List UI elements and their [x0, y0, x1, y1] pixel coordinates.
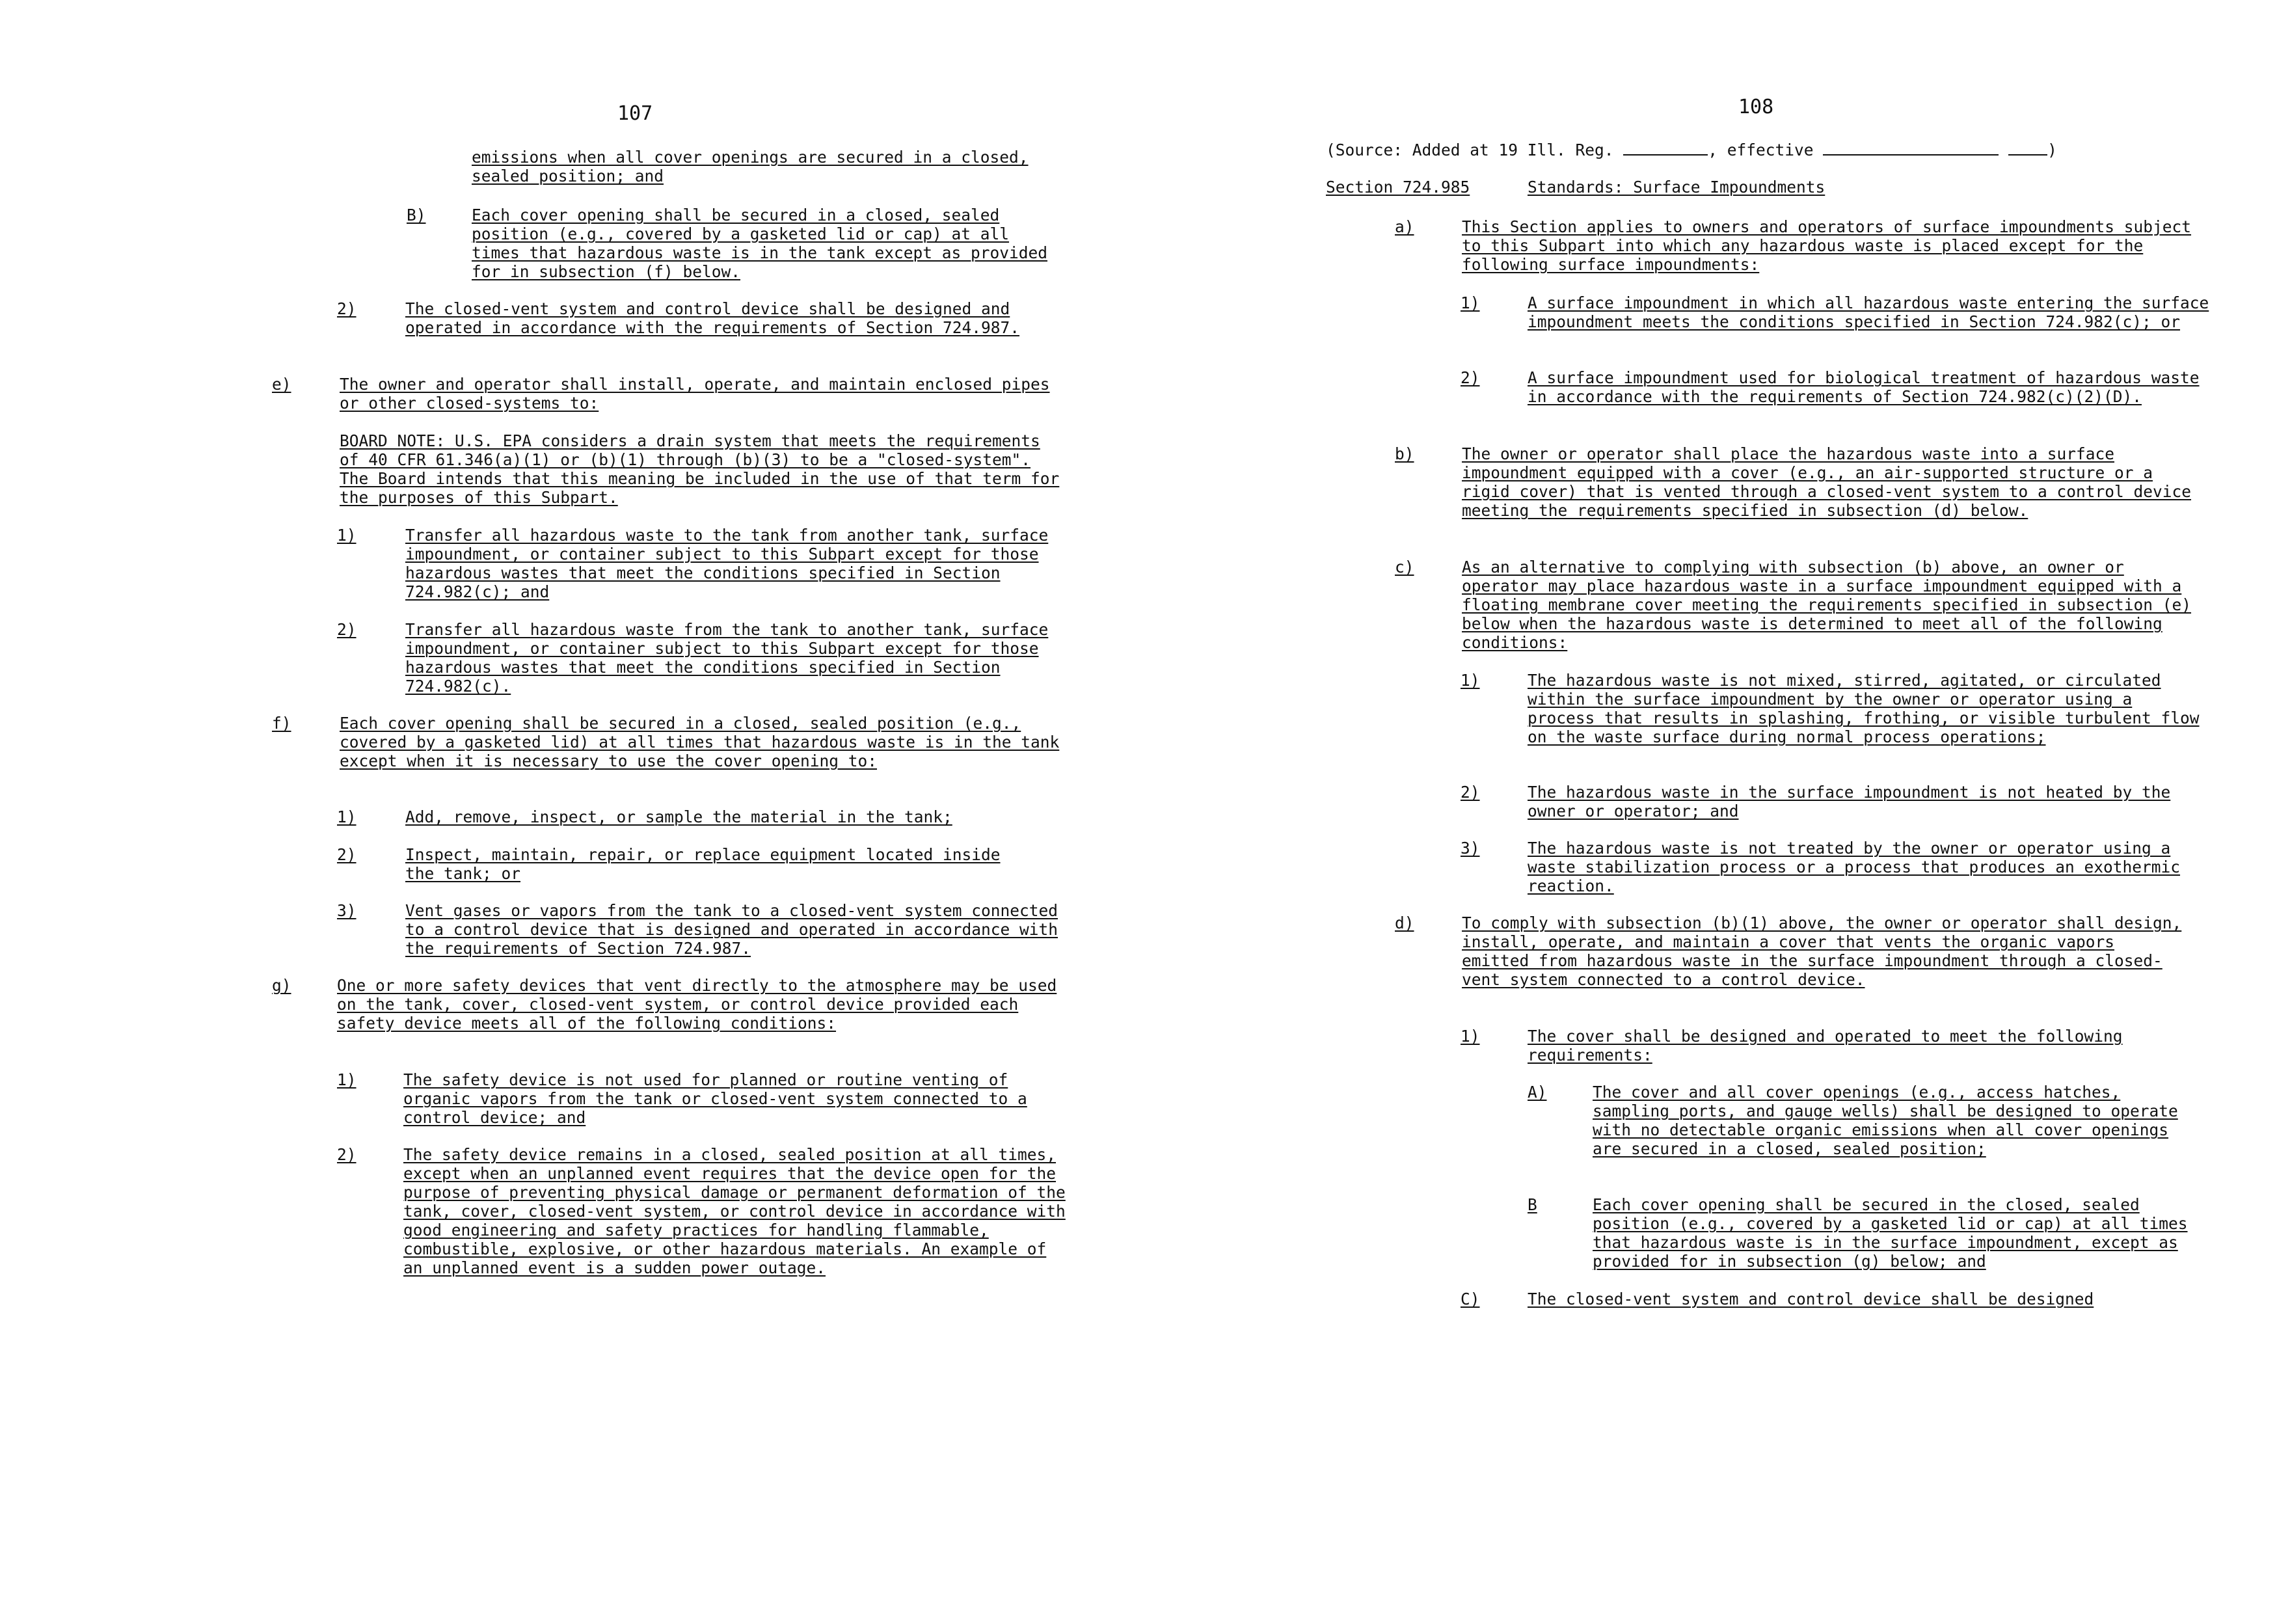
- item-label: 1): [337, 1070, 357, 1089]
- item-label: 2): [337, 1145, 357, 1164]
- item-text: The hazardous waste is not treated by the owner or operator using a waste stabilization process or a process that produces an exothermic reaction.: [1528, 839, 2181, 895]
- item-label: 2): [337, 299, 357, 318]
- section-number: Section 724.985: [1326, 178, 1470, 196]
- item-text: Each cover opening shall be secured in the closed, sealed position (e.g., covered by a gasketed lid or cap) at all times that hazardous waste is in the surface impoundment, except as provided for in subsection (g) below; and: [1593, 1195, 2188, 1271]
- item-label: 2): [1461, 368, 1480, 387]
- item-label: 1): [337, 526, 357, 545]
- item-text: A surface impoundment used for biological treatment of hazardous waste in accordance with the requirements of Section 724.982(c)(2)(D).: [1528, 368, 2200, 406]
- source-note: [1326, 140, 2276, 159]
- item-text: Each cover opening shall be secured in a closed, sealed position (e.g., covered by a gasketed lid or cap) at all times that hazardous waste is in the tank except as provided for in subsection (f) below.: [472, 206, 1048, 281]
- item-label: 1): [1461, 293, 1480, 312]
- subsection-text: The owner and operator shall install, operate, and maintain enclosed pipes or other closed-systems to:: [340, 375, 1050, 413]
- page-number: 108: [1738, 96, 1774, 118]
- item-label: 3): [337, 901, 357, 920]
- item-text: Transfer all hazardous waste from the tank to another tank, surface impoundment, or container subject to this Subpart except for those hazardous wastes that meet the conditions specified in Section 724.982(c).: [405, 620, 1049, 696]
- board-note: BOARD NOTE: U.S. EPA considers a drain system that meets the requirements of 40 CFR 61.346(a)(1) or (b)(1) through (b)(3) to be a "closed-system". The Board intends that this meaning be included in the use of that term for the purposes of this Subpart.: [340, 431, 1060, 507]
- item-text: Inspect, maintain, repair, or replace equipment located inside the tank; or: [405, 845, 1001, 883]
- item-text: The hazardous waste in the surface impoundment is not heated by the owner or operator; and: [1528, 783, 2171, 820]
- item-label: B): [407, 206, 426, 224]
- item-text: The cover shall be designed and operated to meet the following requirements:: [1528, 1027, 2123, 1064]
- item-label: 2): [337, 620, 357, 639]
- subsection-text: Each cover opening shall be secured in a closed, sealed position (e.g., covered by a gasketed lid) at all times that hazardous waste is in the tank except when it is necessary to use the cover opening to:: [340, 714, 1060, 770]
- source-middle: , effective: [1708, 141, 1814, 159]
- item-label: 2): [337, 845, 357, 864]
- item-text: A surface impoundment in which all hazardous waste entering the surface impoundment meets the conditions specified in Section 724.982(c); or: [1528, 293, 2209, 331]
- item-text: Transfer all hazardous waste to the tank from another tank, surface impoundment, or container subject to this Subpart except for those hazardous wastes that meet the conditions specified in Section 724.982(c); and: [405, 526, 1049, 601]
- item-text: The closed-vent system and control device shall be designed: [1528, 1290, 2094, 1308]
- subsection-label: d): [1395, 914, 1414, 932]
- subsection-label: c): [1395, 558, 1414, 576]
- paragraph-continuation: emissions when all cover openings are secured in a closed, sealed position; and: [472, 148, 1029, 185]
- subsection-text: The owner or operator shall place the hazardous waste into a surface impoundment equipped with a cover (e.g., an air-supported structure or a rigid cover) that is vented through a closed-vent system to a control device meeting the requirements specified in subsection (d) below.: [1462, 444, 2192, 520]
- item-label: C): [1461, 1290, 1480, 1308]
- item-label: 1): [337, 807, 357, 826]
- item-label: B: [1528, 1195, 1537, 1214]
- section-title: Standards: Surface Impoundments: [1528, 178, 1825, 196]
- subsection-label: g): [272, 976, 291, 995]
- item-text: The safety device is not used for planned or routine venting of organic vapors from the tank or closed-vent system connected to a control device; and: [403, 1070, 1027, 1127]
- subsection-label: b): [1395, 444, 1414, 463]
- item-text: Add, remove, inspect, or sample the material in the tank;: [405, 807, 952, 826]
- item-text: The cover and all cover openings (e.g., access hatches, sampling ports, and gauge wells) shall be designed to operate with no detectable organic emissions when all cover openings are secured in a closed, sealed position;: [1593, 1083, 2178, 1158]
- source-prefix: (Source: Added at 19 Ill. Reg.: [1326, 141, 1614, 159]
- subsection-text: As an alternative to complying with subsection (b) above, an owner or operator may place hazardous waste in a surface impoundment equipped with a floating membrane cover meeting the requirements specified in subsection (e) below when the hazardous waste is determined to meet all of the following conditions:: [1462, 558, 2192, 652]
- item-label: 2): [1461, 783, 1480, 802]
- subsection-text: To comply with subsection (b)(1) above, the owner or operator shall design, install, operate, and maintain a cover that vents the organic vapors emitted from hazardous waste in the surface impoundment through a closed-vent system connected to a control device.: [1462, 914, 2182, 989]
- item-text: The hazardous waste is not mixed, stirred, agitated, or circulated within the surface impoundment by the owner or operator using a process that results in splashing, frothing, or visible turbulent flow on the waste surface during normal process operations;: [1528, 671, 2200, 746]
- subsection-label: e): [272, 375, 291, 394]
- subsection-label: f): [272, 714, 291, 733]
- blank-rule: [1623, 140, 1708, 156]
- item-text: The closed-vent system and control device shall be designed and operated in accordance with the requirements of Section 724.987.: [405, 299, 1020, 337]
- item-label: 1): [1461, 1027, 1480, 1046]
- item-label: 1): [1461, 671, 1480, 690]
- blank-rule: [1823, 140, 1999, 156]
- item-label: A): [1528, 1083, 1547, 1102]
- subsection-text: This Section applies to owners and operators of surface impoundments subject to this Subpart into which any hazardous waste is placed except for the following surface impoundments:: [1462, 217, 2192, 274]
- item-text: Vent gases or vapors from the tank to a closed-vent system connected to a control device that is designed and operated in accordance with the requirements of Section 724.987.: [405, 901, 1058, 958]
- subsection-label: a): [1395, 217, 1414, 236]
- page-108: [1145, 0, 2290, 1624]
- item-label: 3): [1461, 839, 1480, 858]
- subsection-text: One or more safety devices that vent directly to the atmosphere may be used on the tank, cover, closed-vent system, or control device provided each safety device meets all of the following conditions:: [337, 976, 1057, 1033]
- source-suffix: ): [2047, 141, 2057, 159]
- item-text: The safety device remains in a closed, sealed position at all times, except when an unplanned event requires that the device open for the purpose of preventing physical damage or permanent deformation of the tank, cover, closed-vent system, or control device in accordance with good engineering and safety practices for handling flammable, combustible, explosive, or other hazardous materials. An example of an unplanned event is a sudden power outage.: [403, 1145, 1066, 1277]
- blank-rule: [2008, 140, 2047, 156]
- page-number: 107: [617, 102, 653, 125]
